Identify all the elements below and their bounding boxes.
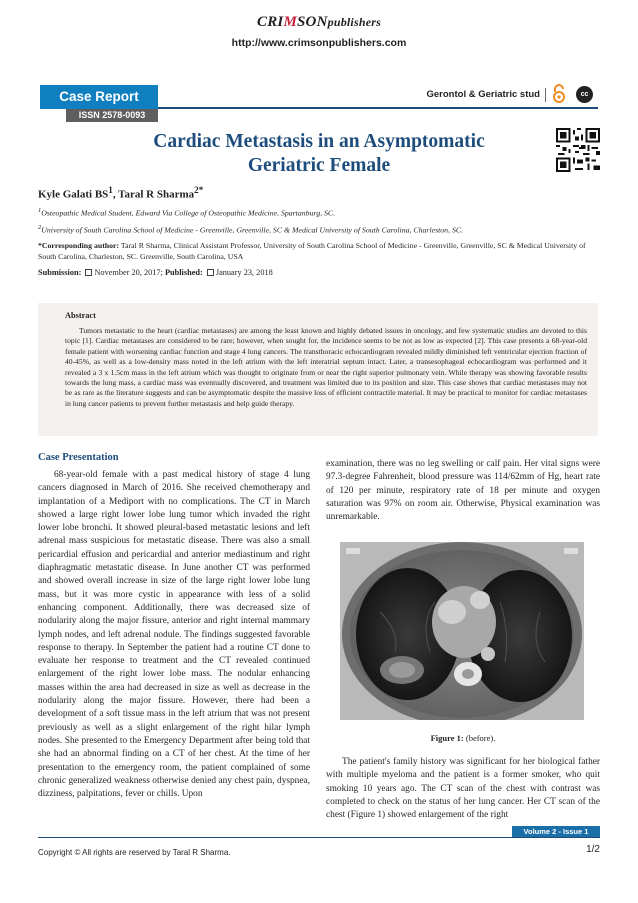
publisher-logo	[0, 14, 638, 31]
body-left-column: 68-year-old female with a past medical history of stage 4 lung cancers diagnosed in March of 2016. She received chemotherapy and implantation of a Mediport with no complications. The CT in March showed a large right lower lobe lung tumor which invaded the right lower lobe bronchi. It showed pleural-based metastatic lesions and left adrenal mass suspicious for metastatic disease. There was also a small pericardial effusion and pericardial and anterior mediastinum and right diaphragmatic metastatic disease. In June another CT was performed and showed overall increase in size of the large right lower lobe lung mass, but it was more cystic in appearance with less of a solid enhancing component. Additionally, there was decreased size of nodularity along the major fissure, anterior and right internal mammary lymph nodes, and left adrenal nodule. The findings suggested favorable response to therapy. In September the patient had a routine CT done to evaluate her response to treatment and the CT revealed continued enlargement of the right lower lobe mass. The nodular enhancing masses within the area had decreased in size as well as decrease in the nodularity along the major fissure. However, there had been a development of a soft tissue mass in the left atrium that was not present previously as well as a slight enlargement of the right hilar lymph nodes. She presented to the Emergency Department after being told that she had an abnormal finding on a CT of her chest. At the time of her presentation to the emergency room, the patient complained of some chronic generalized weakness otherwise denied any chest pain, dyspnea, dizziness, palpitations, fever or chills. Upon	[38, 470, 310, 800]
body-right-column-top: examination, there was no leg swelling or calf pain. Her vital signs were 97.3-degree Fahrenheit, blood pressure was 114/62mm of Hg, heart rate of 120 per minute, respiratory rate of 18 per minute and oxygen saturation was 97% on room air. Otherwise, Physical examination was unremarkable.	[326, 459, 600, 523]
affiliation-2-number: 2	[38, 224, 42, 231]
figure-caption-text: (before).	[465, 733, 496, 743]
creative-commons-icon: cc	[576, 86, 593, 103]
header-rule	[158, 107, 598, 109]
ct-scan-image	[340, 542, 584, 720]
submission-label: Submission:	[38, 268, 82, 277]
volume-issue-badge: Volume 2 - Issue 1	[512, 826, 600, 837]
published-date: January 23, 2018	[215, 268, 273, 277]
affiliation-2	[38, 224, 598, 235]
copyright-notice: Copyright © All rights are reserved by Taral R Sharma.	[38, 848, 231, 857]
figure-label: Figure 1:	[430, 733, 464, 743]
case-report-badge: Case Report	[40, 85, 158, 109]
author-1-affil-marker: 1	[108, 185, 113, 195]
affiliation-1-number: 1	[38, 207, 42, 214]
corresponding-marker: *	[198, 185, 204, 195]
section-heading: Case Presentation	[38, 452, 119, 463]
ct-scan-figure	[340, 542, 584, 720]
corresponding-author-text: Taral R Sharma, Clinical Assistant Professor, University of South Carolina School of Medicine - Greenville, Greenville, SC & Medical University of South Carolina, Charleston, SC. Greenville, South Carolina, USA	[38, 241, 586, 261]
corresponding-author-label: *Corresponding author:	[38, 241, 120, 250]
issn-badge: ISSN 2578-0093	[66, 109, 158, 122]
author-2: , Taral R Sharma	[112, 188, 195, 201]
author-list	[38, 185, 203, 201]
author-2-affil-marker: 2	[194, 185, 199, 195]
footer-rule	[38, 837, 600, 838]
body-right-column-bottom: The patient's family history was significant for her biological father with multiple myeloma and the patient is a former smoker, who quit smoking 10 years ago. The CT scan of the chest with contrast was completed to check on the status of her lung cancer. Her CT scan of the chest (Figure 1) showed enlargement of the right	[326, 757, 600, 821]
title-line-1: Cardiac Metastasis in an Asymptomatic	[153, 131, 485, 152]
brand-mid: SON	[297, 14, 328, 30]
open-access-icon	[551, 84, 567, 104]
calendar-icon	[207, 269, 214, 276]
brand-prefix: CRI	[257, 14, 284, 30]
corresponding-author	[38, 241, 598, 262]
abstract-text: Tumors metastatic to the heart (cardiac metastases) are among the least known and highly debated issues in oncology, and few systematic studies are devoted to this topic [1]. Cardiac metastases are considered to be rare; however, when sought for, the incidence seems to be not as low as expected [2]. This case presents a 68-year-old female patient with worsening cardiac function and stage 4 lung cancers. The transthoracic echocardiogram revealed mildly diminished left ventricular ejection fraction of 40-45%, as well as a low-density mass noted in the left atrium with the left interatrial septum intact. Later, a transesophageal echocardiogram was performed and it revealed a 3 x 1.5cm mass in the left atrium which was thought to originate from or near the right superior pulmonary vein. While therapy was showing favorable results towards the lung mass, a cardiac mass was eventually discovered, and treatment was limited due to its position and size. This case shows that cardiac metastases may not be as rare as the literature suggests and can be asymptomatic despite the massive loss of efficient contractile material. It may be practical to monitor for cardiac metastases in lung cancer patients to prevent further metastasis and help guide therapy.	[65, 326, 587, 408]
submission-date: November 20, 2017;	[94, 268, 163, 277]
affiliation-2-text: University of South Carolina School of Medicine - Greenville, Greenville, SC & Medical University of South Carolina, Charleston, SC.	[41, 225, 464, 235]
header-divider	[545, 88, 546, 102]
article-dates	[38, 268, 598, 277]
page-number: 1/2	[586, 844, 600, 855]
publisher-url[interactable]: http://www.crimsonpublishers.com	[231, 37, 407, 49]
published-label: Published:	[164, 268, 203, 277]
qr-code	[556, 128, 600, 172]
brand-suffix: publishers	[327, 15, 381, 29]
affiliation-1-text: Osteopathic Medical Student, Edward Via College of Osteopathic Medicine, Spartanburg, SC.	[41, 208, 336, 218]
affiliation-1	[38, 207, 598, 218]
abstract-box	[38, 303, 598, 436]
calendar-icon	[85, 269, 92, 276]
author-1: Kyle Galati BS	[38, 188, 109, 201]
journal-abbreviation: Gerontol & Geriatric stud	[426, 89, 540, 100]
brand-m: M	[283, 14, 298, 30]
abstract-heading: Abstract	[65, 311, 96, 320]
title-line-2: Geriatric Female	[247, 155, 391, 176]
figure-caption	[326, 733, 600, 743]
article-title	[0, 130, 638, 178]
